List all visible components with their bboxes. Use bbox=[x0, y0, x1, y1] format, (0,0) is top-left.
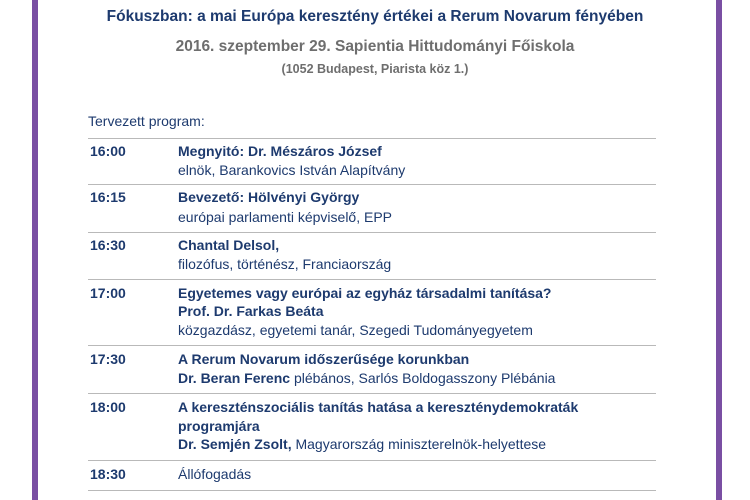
item-time: 16:15 bbox=[90, 189, 126, 205]
item-speaker: Dr. Beran Ferenc bbox=[178, 370, 291, 386]
divider bbox=[88, 460, 656, 461]
item-title: Bevezető: Hölvényi György bbox=[178, 189, 360, 205]
item-detail: elnök, Barankovics István Alapítvány bbox=[178, 162, 406, 178]
item-title: A Rerum Novarum időszerűsége korunkban bbox=[178, 351, 470, 367]
program-heading: Tervezett program: bbox=[88, 113, 205, 129]
item-title: Állófogadás bbox=[178, 466, 252, 482]
item-time: 17:30 bbox=[90, 351, 126, 367]
item-detail: közgazdász, egyetemi tanár, Szegedi Tudományegyetem bbox=[178, 322, 533, 338]
item-time: 16:30 bbox=[90, 237, 126, 253]
item-speaker: Dr. Semjén Zsolt, bbox=[178, 436, 292, 452]
divider bbox=[88, 184, 656, 185]
item-speaker-role: plébános, Sarlós Boldogasszony Plébánia bbox=[290, 370, 556, 386]
item-time: 18:00 bbox=[90, 399, 126, 415]
item-speaker-role: Magyarország miniszterelnök-helyettese bbox=[291, 436, 547, 452]
event-headline: Fókuszban: a mai Európa keresztény értékei a Rerum Novarum fényében bbox=[106, 8, 644, 25]
item-time: 16:00 bbox=[90, 143, 126, 159]
item-speaker-line bbox=[178, 370, 555, 386]
item-time: 18:30 bbox=[90, 466, 126, 482]
item-title: Egyetemes vagy európai az egyház társadalmi tanítása? bbox=[178, 285, 552, 301]
divider bbox=[88, 490, 656, 491]
divider bbox=[88, 138, 656, 139]
item-speaker: Prof. Dr. Farkas Beáta bbox=[178, 303, 324, 319]
item-title: Megnyitó: Dr. Mészáros József bbox=[178, 143, 382, 159]
item-speaker-line bbox=[178, 436, 546, 452]
date-venue: 2016. szeptember 29. Sapientia Hittudományi Főiskola bbox=[175, 38, 575, 55]
divider bbox=[88, 345, 656, 346]
item-detail: európai parlamenti képviselő, EPP bbox=[178, 209, 393, 225]
item-title-cont: programjára bbox=[178, 418, 260, 434]
item-title: A kereszténszociális tanítás hatása a kereszténydemokraták bbox=[178, 399, 579, 415]
venue-address: (1052 Budapest, Piarista köz 1.) bbox=[281, 62, 469, 76]
item-detail: filozófus, történész, Franciaország bbox=[178, 256, 392, 272]
divider bbox=[88, 393, 656, 394]
divider bbox=[88, 279, 656, 280]
divider bbox=[88, 232, 656, 233]
item-title: Chantal Delsol, bbox=[178, 237, 280, 253]
item-time: 17:00 bbox=[90, 285, 126, 301]
